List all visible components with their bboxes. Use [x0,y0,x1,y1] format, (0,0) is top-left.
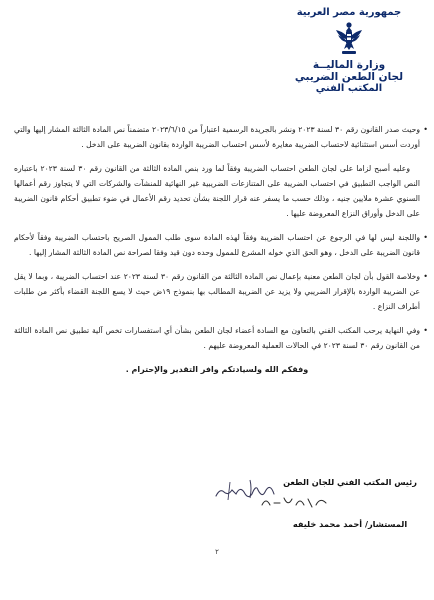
paragraph-1: • وحيث صدر القانون رقم ٣٠ لسنة ٢٠٢٣ ونشر بالجريدة الرسمية اعتباراً من ٢٠٢٣/٦/١٥ متضمناً نص المادة الثالثة المشار إليها والتي أوردت أسس استثنائية لاحتساب الضريبة مغايرة لأسس احتساب الضريبة الواردة بقانون الضريبة على الدخل . [14,122,420,152]
paragraph-2: وعليه أصبح لزاما على لجان الطعن احتساب الضريبة وفقاً لما ورد بنص المادة الثالثة من القانون رقم ٣٠ لسنة ٢٠٢٣ باعتباره النص الواجب التطبيق في احتساب الضريبة على المتنازعات الضريبية غير النهائية للمنشآت والشركات التي لا يتجاوز رقم أعمالها السنوي عشرة ملايين جنيه ، وذلك حسب ما يسفر عنه قرار اللجنة بشأن تحديد رقم الأعمال في ضوء تطبيق أحكام قانون الضريبة على الدخل وأوراق النزاع المعروضة عليها . [14,164,420,218]
republic-name: جمهورية مصر العربية [296,7,402,18]
letterhead [274,6,424,95]
office-name: المكتب الفني [315,83,383,94]
handwritten-date-mark [258,493,338,511]
page-number: ٢ [215,548,219,556]
letter-body [14,122,420,377]
paragraph-5: • وفي النهاية يرحب المكتب الفني بالتعاون مع السادة أعضاء لجان الطعن بشأن أي استفسارات تخص آلية تطبيق نص المادة الثالثة من القانون رقم ٣٠ لسنة ٢٠٢٣ في الحالات العملية المعروضة عليهم . [14,323,420,353]
closing-salutation: وفقكم الله ولسيادتكم وافر التقدير والإحترام . [125,365,309,374]
ministry-name: وزارة الماليــة [312,59,386,71]
signatory-name: المستشار/ أحمد محمد خليفه [292,519,408,529]
paragraph-4: • وخلاصة القول بأن لجان الطعن معنية بإعمال نص المادة الثالثة من القانون رقم ٣٠ لسنة ٢٠٢٣ عند احتساب الضريبة ، وبما لا يقل عن الضريبة الواردة بالإقرار الضريبي ولا يزيد عن الضريبة المطالب بها بنموذج ١٩ض حيث لا يسع اللجنة القضاء بأكثر من طلبات أطراف النزاع . [14,269,420,314]
eagle-emblem-icon [334,21,364,57]
committees-name: لجان الطعن الضريبي [294,71,404,83]
paragraph-3: • واللجنة ليس لها في الرجوع عن احتساب الضريبة وفقاً لهذه المادة سوى طلب الممول الصريح باحتساب الضريبة وفقاً لأحكام قانون الضريبة على الدخل ، وهو الحق الذي خوله المشرع للممول وحده دون قيد وفقا لصراحة نص المادة الثالثة المشار إليها . [14,230,420,260]
signatory-title: رئيس المكتب الفني للجان الطعن [283,477,417,487]
